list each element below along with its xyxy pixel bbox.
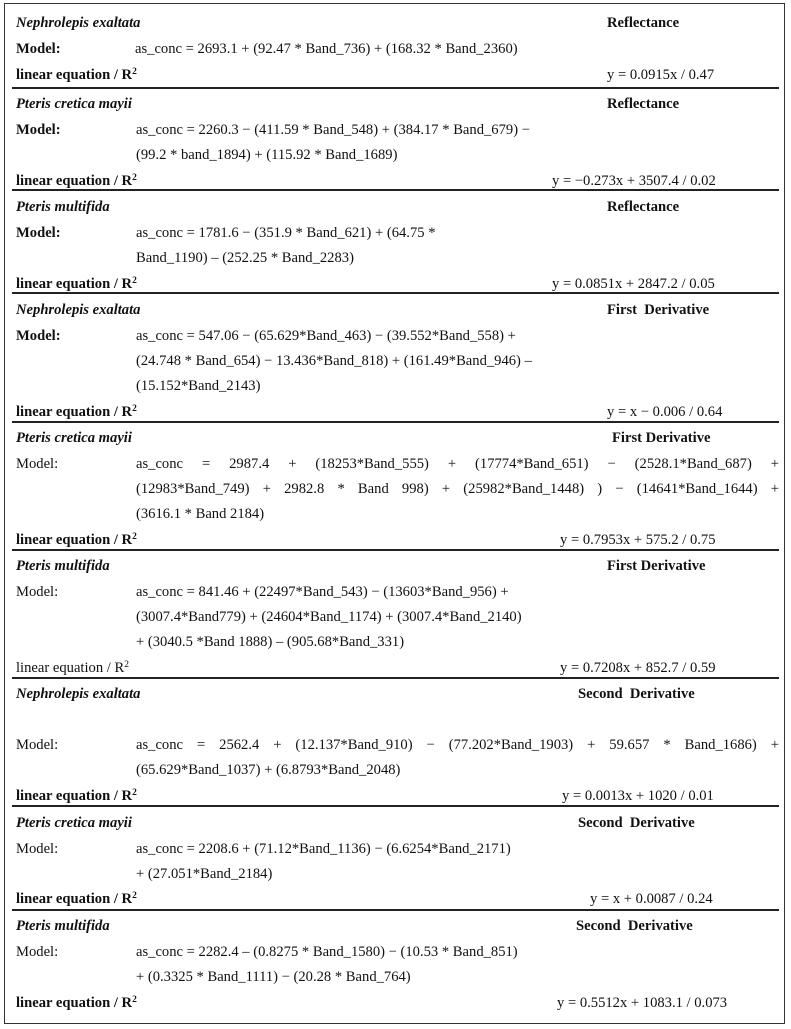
model-label: Model: — [16, 944, 59, 960]
model-equation-line: (65.629*Band_1037) + (6.8793*Band_2048) — [136, 762, 401, 778]
model-label: Model: — [16, 225, 61, 241]
model-label: Model: — [16, 328, 61, 344]
method-label: First Derivative — [607, 302, 710, 318]
linear-equation-value: y = 0.7208x + 852.7 / 0.59 — [560, 660, 716, 676]
model-equation-line: (99.2 * band_1894) + (115.92 * Band_1689) — [136, 147, 398, 163]
superscript: 2 — [132, 67, 137, 77]
linear-label-text: linear equation / R — [16, 995, 133, 1011]
model-equation-line: as_conc = 1781.6 − (351.9 * Band_621) + (64.75 * — [136, 225, 436, 241]
model-label: Model: — [16, 737, 59, 753]
linear-equation-label — [16, 659, 129, 677]
superscript: 2 — [132, 995, 137, 1005]
model-equation-line: as_conc = 2562.4 + (12.137*Band_910) − (77.202*Band_1903) + 59.657 * Band_1686) + — [136, 737, 779, 753]
model-label: Model: — [16, 841, 59, 857]
linear-label-text: linear equation / R — [16, 532, 133, 548]
species-name: Pteris cretica mayii — [16, 96, 132, 112]
section-divider — [12, 677, 779, 679]
linear-label-text: linear equation / R — [16, 173, 133, 189]
model-equation-line: (15.152*Band_2143) — [136, 378, 261, 394]
linear-equation-value: y = 0.7953x + 575.2 / 0.75 — [560, 532, 716, 548]
species-name: Pteris cretica mayii — [16, 815, 132, 831]
model-equation-line: + (27.051*Band_2184) — [136, 866, 273, 882]
section-divider — [12, 87, 779, 89]
model-equation-line: Band_1190) – (252.25 * Band_2283) — [136, 250, 354, 266]
linear-equation-label — [16, 994, 137, 1012]
linear-equation-label — [16, 275, 137, 293]
method-label: Reflectance — [607, 199, 680, 215]
linear-equation-label — [16, 66, 137, 84]
method-label: Second Derivative — [578, 686, 695, 702]
model-equation-line: as_conc = 547.06 − (65.629*Band_463) − (39.552*Band_558) + — [136, 328, 516, 344]
linear-equation-value: y = 0.5512x + 1083.1 / 0.073 — [557, 995, 728, 1011]
species-name: Pteris multifida — [16, 558, 110, 574]
model-equation-line: as_conc = 2987.4 + (18253*Band_555) + (17774*Band_651) − (2528.1*Band_687) + — [136, 456, 779, 472]
model-equation-line: + (3040.5 *Band 1888) – (905.68*Band_331) — [136, 634, 405, 650]
model-equation-line: as_conc = 2208.6 + (71.12*Band_1136) − (6.6254*Band_2171) — [136, 841, 511, 857]
linear-label-text: linear equation / R — [16, 276, 133, 292]
linear-label-text: linear equation / R — [16, 404, 133, 420]
method-label: Reflectance — [607, 96, 680, 112]
model-equation-line: (24.748 * Band_654) − 13.436*Band_818) + (161.49*Band_946) – — [136, 353, 532, 369]
superscript: 2 — [132, 891, 137, 901]
linear-equation-value: y = x − 0.006 / 0.64 — [607, 404, 723, 420]
section-divider — [12, 805, 779, 807]
species-name: Nephrolepis exaltata — [16, 686, 141, 702]
linear-label-text: linear equation / R — [16, 891, 133, 907]
species-name: Nephrolepis exaltata — [16, 15, 141, 31]
superscript: 2 — [132, 532, 137, 542]
method-label: First Derivative — [607, 558, 706, 574]
section-divider — [12, 909, 779, 911]
section-divider — [12, 292, 779, 294]
linear-equation-label — [16, 890, 137, 908]
section-divider — [12, 549, 779, 551]
model-label: Model: — [16, 456, 59, 472]
method-label: Reflectance — [607, 15, 680, 31]
section-divider — [12, 189, 779, 191]
model-label: Model: — [16, 41, 61, 57]
superscript: 2 — [124, 660, 129, 670]
linear-equation-value: y = 0.0851x + 2847.2 / 0.05 — [552, 276, 715, 292]
model-equation-line: + (0.3325 * Band_1111) − (20.28 * Band_764) — [136, 969, 411, 985]
method-label: Second Derivative — [576, 918, 693, 934]
model-equation-line: (3007.4*Band779) + (24604*Band_1174) + (3007.4*Band_2140) — [136, 609, 522, 625]
linear-equation-value: y = 0.0013x + 1020 / 0.01 — [562, 788, 714, 804]
method-label: Second Derivative — [578, 815, 695, 831]
model-label: Model: — [16, 122, 61, 138]
linear-equation-value: y = −0.273x + 3507.4 / 0.02 — [552, 173, 716, 189]
linear-equation-label — [16, 787, 137, 805]
species-name: Pteris multifida — [16, 199, 110, 215]
superscript: 2 — [132, 276, 137, 286]
linear-equation-value: y = 0.0915x / 0.47 — [607, 67, 715, 83]
linear-label-text: linear equation / R — [16, 67, 133, 83]
linear-equation-label — [16, 172, 137, 190]
superscript: 2 — [132, 173, 137, 183]
model-equation-line: as_conc = 2282.4 – (0.8275 * Band_1580) − (10.53 * Band_851) — [136, 944, 518, 960]
linear-equation-label — [16, 403, 137, 421]
linear-equation-value: y = x + 0.0087 / 0.24 — [590, 891, 713, 907]
linear-label-text: linear equation / R — [16, 788, 133, 804]
linear-equation-label — [16, 531, 137, 549]
superscript: 2 — [132, 788, 137, 798]
linear-label-text: linear equation / R — [16, 660, 125, 676]
species-name: Pteris cretica mayii — [16, 430, 132, 446]
method-label: First Derivative — [612, 430, 711, 446]
model-equation-line: as_conc = 2260.3 − (411.59 * Band_548) + (384.17 * Band_679) − — [136, 122, 530, 138]
species-name: Pteris multifida — [16, 918, 110, 934]
section-divider — [12, 421, 779, 423]
model-equation-line: (3616.1 * Band 2184) — [136, 506, 265, 522]
species-name: Nephrolepis exaltata — [16, 302, 141, 318]
model-equation-line: as_conc = 841.46 + (22497*Band_543) − (13603*Band_956) + — [136, 584, 509, 600]
model-equation-line: (12983*Band_749) + 2982.8 * Band 998) + (25982*Band_1448) ) − (14641*Band_1644) + — [136, 481, 779, 497]
superscript: 2 — [132, 404, 137, 414]
model-equation-line: as_conc = 2693.1 + (92.47 * Band_736) + (168.32 * Band_2360) — [135, 41, 518, 57]
model-label: Model: — [16, 584, 59, 600]
